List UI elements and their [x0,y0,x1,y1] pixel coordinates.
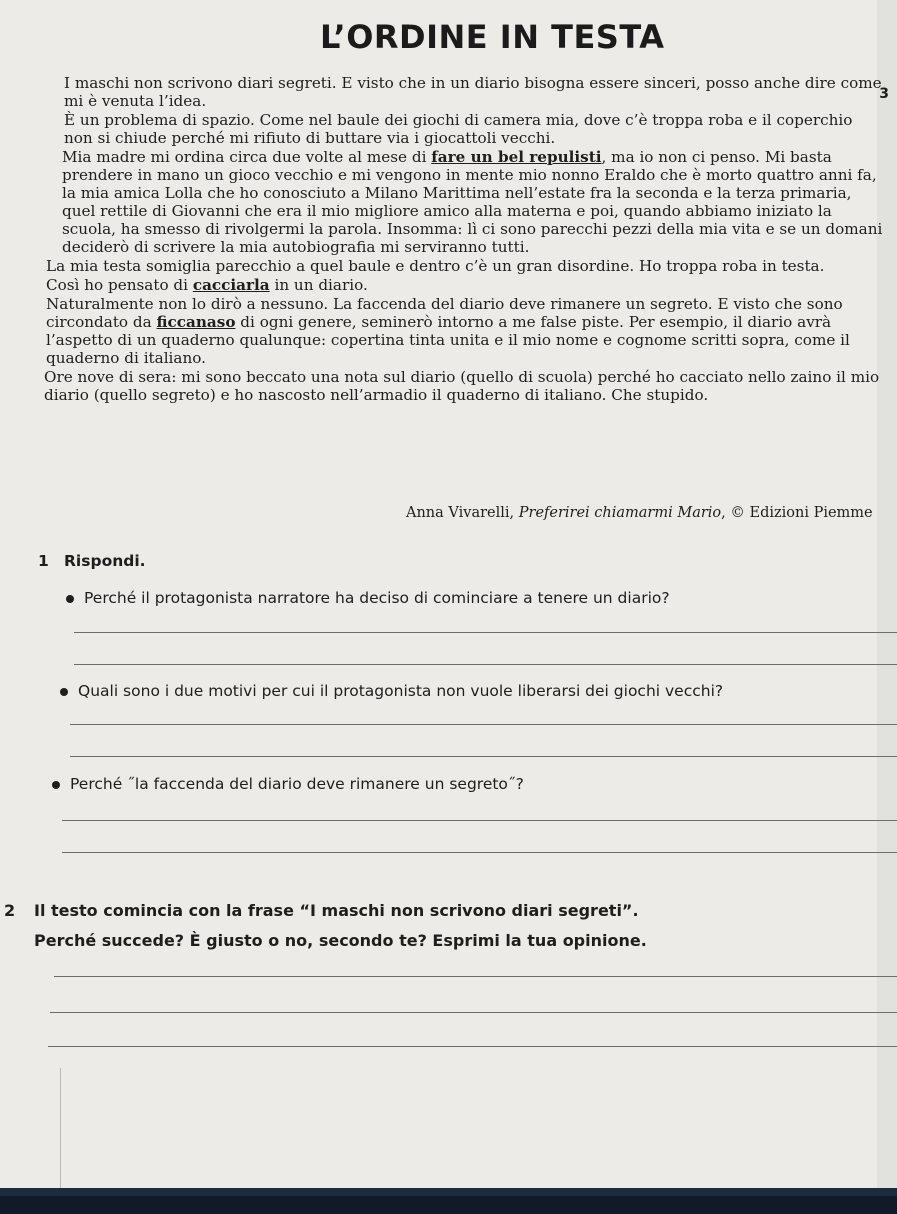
page-fold [60,1068,61,1188]
answer-line[interactable] [48,1046,897,1047]
background-surface-dark [0,1196,897,1214]
answer-line[interactable] [62,820,897,821]
question-2: Quali sono i due motivi per cui il protagonista non vuole liberarsi dei giochi vecchi? [60,682,723,700]
exercise-1-heading: 1 Rispondi. [38,552,146,570]
paragraph: La mia testa somiglia parecchio a quel baule e dentro c’è un gran disordine. Ho troppa roba in testa. [46,257,825,275]
page-title: L’ORDINE IN TESTA [320,18,665,56]
paragraph: I maschi non scrivono diari segreti. E visto che in un diario bisogna essere sinceri, posso anche dire come mi è venuta l’idea. [64,74,882,110]
exercise-number: 2 [4,901,16,920]
paragraph: Naturalmente non lo dirò a nessuno. La faccenda del diario deve rimanere un segreto. E visto che sono circondato da ficcanaso di ogni genere, seminerò intorno a me false piste. Per esempio, il diario avrà l’aspetto di un quaderno qualunque: copertina tinta unita e il mio nome e cognome scritti sopra, come il quaderno di italiano. [46,295,850,367]
answer-line[interactable] [54,976,897,977]
underlined-phrase: ficcanaso [156,313,236,331]
exercise-2 [4,896,647,956]
paragraph: Così ho pensato di cacciarla in un diario. [46,276,368,294]
underlined-phrase: fare un bel repulisti [431,148,602,166]
exercise-number: 1 [38,552,49,570]
reading-passage [44,74,884,404]
paragraph: Mia madre mi ordina circa due volte al mese di fare un bel repulisti, ma io non ci penso. Mi basta prendere in mano un gioco vecchio e mi vengono in mente mio nonno Eraldo che è morto quattro anni fa, la mia amica Lolla che ho conosciuto a Milano Marittima nell’estate fra la seconda e la terza primaria, quel rettile di Giovanni che era il mio migliore amico alla materna e poi, quando abbiamo iniziato la scuola, ha smesso di rivolgermi la parola. Insomma: lì ci sono parecchi pezzi della mia vita e se un domani deciderò di scrivere la mia autobiografia mi serviranno tutti. [62,148,883,256]
bullet-icon [60,688,68,696]
answer-line[interactable] [50,1012,897,1013]
paragraph: Ore nove di sera: mi sono beccato una nota sul diario (quello di scuola) perché ho cacciato nello zaino il mio diario (quello segreto) e ho nascosto nell’armadio il quaderno di italiano. Che stupido. [44,368,880,404]
question-1: Perché il protagonista narratore ha deciso di cominciare a tenere un diario? [66,589,670,607]
source-citation: Anna Vivarelli, Preferirei chiamarmi Mario, © Edizioni Piemme [406,505,873,521]
answer-line[interactable] [62,852,897,853]
bullet-icon [66,595,74,603]
answer-line[interactable] [74,632,897,633]
question-3: Perché ˝la faccenda del diario deve rimanere un segreto˝? [52,775,524,793]
book-title: Preferirei chiamarmi Mario [518,505,722,521]
side-number: 3 [879,86,889,102]
exercise-2-line-1: 2 Il testo comincia con la frase “I maschi non scrivono diari segreti”. [4,896,647,926]
bullet-icon [52,781,60,789]
underlined-phrase: cacciarla [192,276,270,294]
answer-line[interactable] [70,756,897,757]
answer-line[interactable] [70,724,897,725]
exercise-2-line-2: Perché succede? È giusto o no, secondo te? Esprimi la tua opinione. [34,931,647,950]
paragraph: È un problema di spazio. Come nel baule dei giochi di camera mia, dove c’è troppa roba e il coperchio non si chiude perché mi rifiuto di buttare via i giocattoli vecchi. [64,111,853,147]
answer-line[interactable] [74,664,897,665]
